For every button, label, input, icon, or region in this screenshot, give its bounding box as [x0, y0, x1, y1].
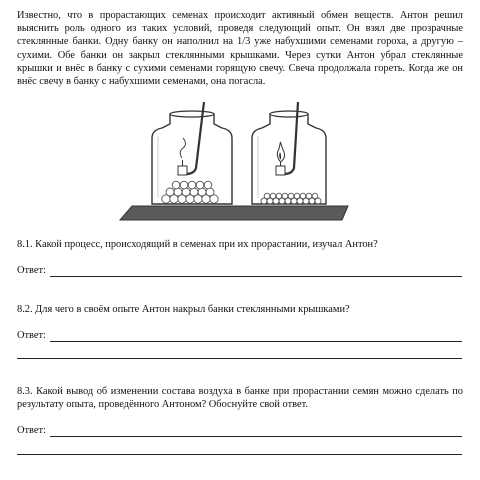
- question-8-2: 8.2. Для чего в своём опыте Антон накрыл банки стеклянными крышками?: [17, 304, 350, 315]
- jar-right: [252, 102, 326, 204]
- answer-line-8-3b[interactable]: [17, 454, 462, 455]
- answer-line-8-2b[interactable]: [17, 358, 462, 359]
- candle: [178, 166, 187, 175]
- answer-label-8-2: Ответ:: [17, 330, 46, 341]
- question-8-1: 8.1. Какой процесс, происходящий в семенах при их прорастании, изучал Антон?: [17, 239, 378, 250]
- answer-line-8-3a[interactable]: [50, 436, 462, 437]
- answer-label-8-3: Ответ:: [17, 425, 46, 436]
- seeds-dry: [261, 193, 321, 204]
- intro-text: Известно, что в прорастающих семенах происходит активный обмен веществ. Антон решил выяснить роль одного из таких условий, проведя следующий опыт. Он взял две прозрачные стеклянные банки. Одну банку он наполнил на 1/3 уже набухшими семенами гороха, а другую – сухими. Обе банки он закрыл стеклянными крышками. Через сутки Антон убрал стеклянные крышки и внёс в банку с сухими семенами горящую свечу. Свеча продолжала гореть. Когда же он внёс свечу в банку с набухшими семенами, она погасла.: [17, 10, 463, 88]
- table-shelf: [120, 206, 348, 220]
- answer-label-8-1: Ответ:: [17, 265, 46, 276]
- question-8-3: 8.3. Какой вывод об изменении состава воздуха в банке при прорастании семян можно сделать по результату опыта, проведённого Антоном? Обоснуйте свой ответ.: [17, 386, 463, 411]
- jar-left: [152, 102, 232, 204]
- candle: [276, 166, 285, 175]
- experiment-illustration: [118, 102, 358, 230]
- answer-line-8-1[interactable]: [50, 276, 462, 277]
- answer-line-8-2a[interactable]: [50, 341, 462, 342]
